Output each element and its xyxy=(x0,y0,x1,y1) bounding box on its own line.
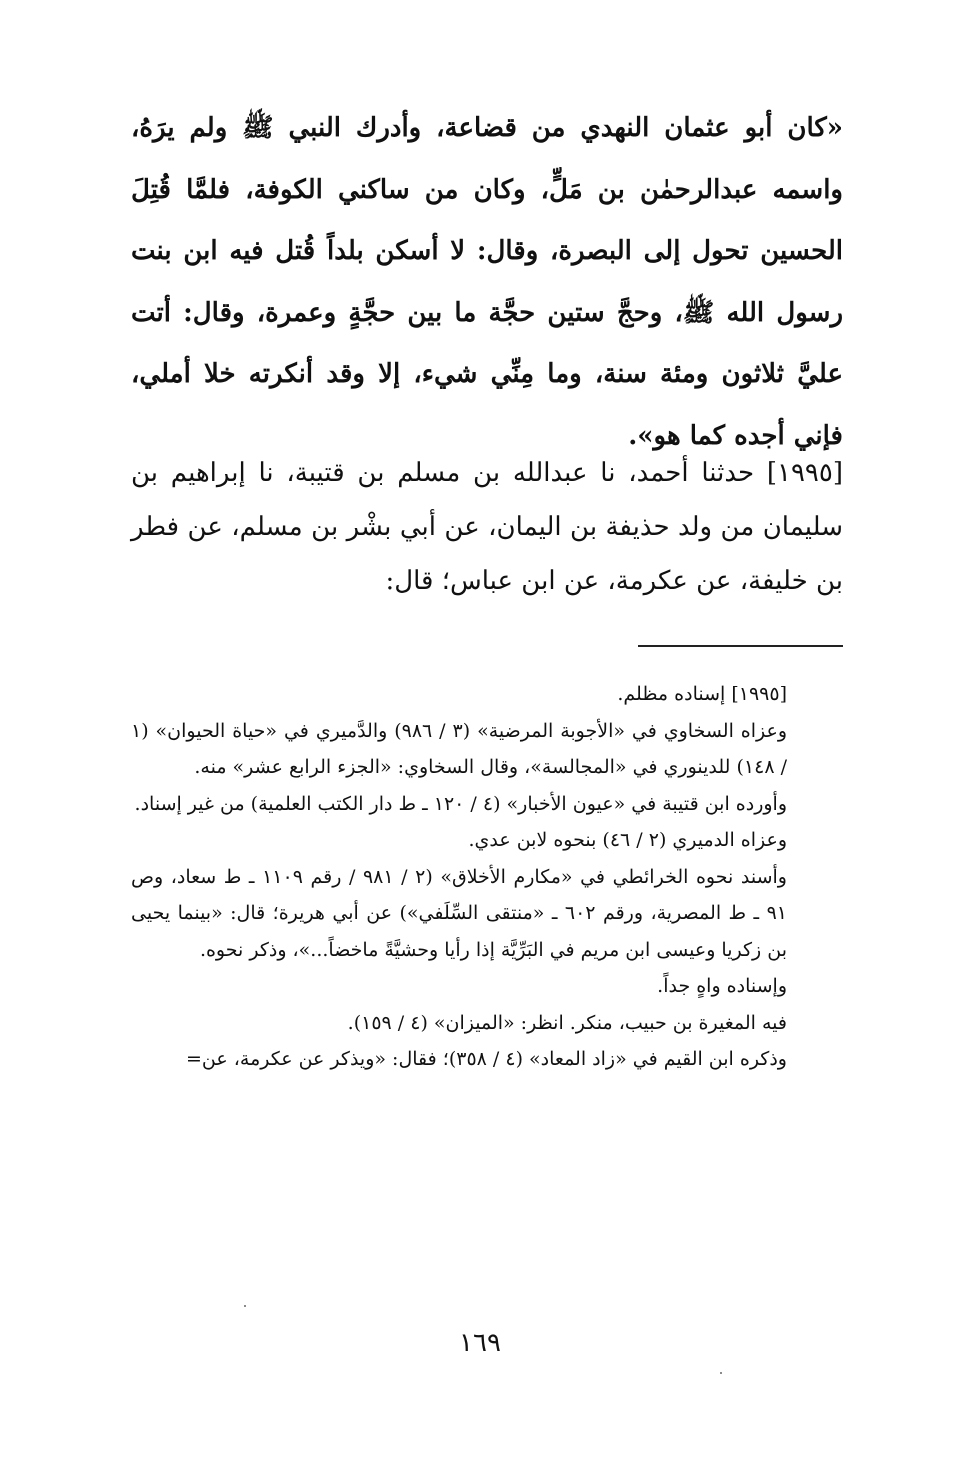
footnote-paragraph: وإسناده واهٍ جداً. xyxy=(657,975,787,997)
footnote-paragraph: وأورده ابن قتيبة في «عيون الأخبار» (٤ / ١٢٠ ـ ط دار الكتب العلمية) من غير إسناد. xyxy=(134,792,787,815)
footnote-paragraph: وأسند نحوه الخرائطي في «مكارم الأخلاق» (٢ / ٩٨١ / رقم ١١٠٩ ـ ط سعاد، وص ٩١ ـ ط المصرية، ورقم ٦٠٢ ـ «منتقى السِّلَفي») عن أبي هريرة؛ قال: «بينما يحيى بن زكريا وعيسى ابن مريم في البَرِّيَّة إذا رأيا وحشيَّةً ماخضاً...»، وذكر نحوه. xyxy=(131,865,787,961)
scan-speck xyxy=(244,1305,246,1307)
footnote-paragraph: وعزاه الدميري (٢ / ٤٦) بنحوه لابن عدي. xyxy=(468,829,787,851)
footnote-paragraph: وذكره ابن القيم في «زاد المعاد» (٤ / ٣٥٨)؛ فقال: «ويذكر عن عكرمة، عن= xyxy=(185,1048,787,1070)
quote-paragraph: «كان أبو عثمان النهدي من قضاعة، وأدرك النبي ﷺ ولم يرَهُ، واسمه عبدالرحمٰن بن مَلٍّ، وكان من ساكني الكوفة، فلمَّا قُتِلَ الحسين تحول إلى البصرة، وقال: لا أسكن بلداً قُتل فيه ابن بنت رسول الله ﷺ، وحجَّ ستين حجَّة ما بين حجَّةٍ وعمرة، وقال: أتت عليَّ ثلاثون ومئة سنة، وما مِنِّي شيء، إلا وقد أنكرته خلا أملي، فإني أجده كما هو». xyxy=(131,113,843,451)
scan-speck xyxy=(720,1372,722,1374)
footnotes xyxy=(131,676,843,1078)
page-number: ١٦٩ xyxy=(459,1328,501,1358)
hadith-paragraph: [١٩٩٥] حدثنا أحمد، نا عبدالله بن مسلم بن قتيبة، نا إبراهيم بن سليمان من ولد حذيفة بن اليمان، عن أبي بشْر بن مسلم، عن فطر بن خليفة، عن عكرمة، عن ابن عباس؛ قال: xyxy=(131,458,843,596)
footnote-separator xyxy=(638,645,843,647)
footnote-paragraph: فيه المغيرة بن حبيب، منكر. انظر: «الميزان» (٤ / ١٥٩). xyxy=(347,1011,787,1034)
footnote-heading: [١٩٩٥] إسناده مظلم. xyxy=(617,683,787,705)
footnote-paragraph: وعزاه السخاوي في «الأجوبة المرضية» (٣ / ٩٨٦) والدَّميري في «حياة الحيوان» (١ / ١٤٨) للدينوري في «المجالسة»، وقال السخاوي: «الجزء الرابع عشر» منه. xyxy=(131,719,787,778)
